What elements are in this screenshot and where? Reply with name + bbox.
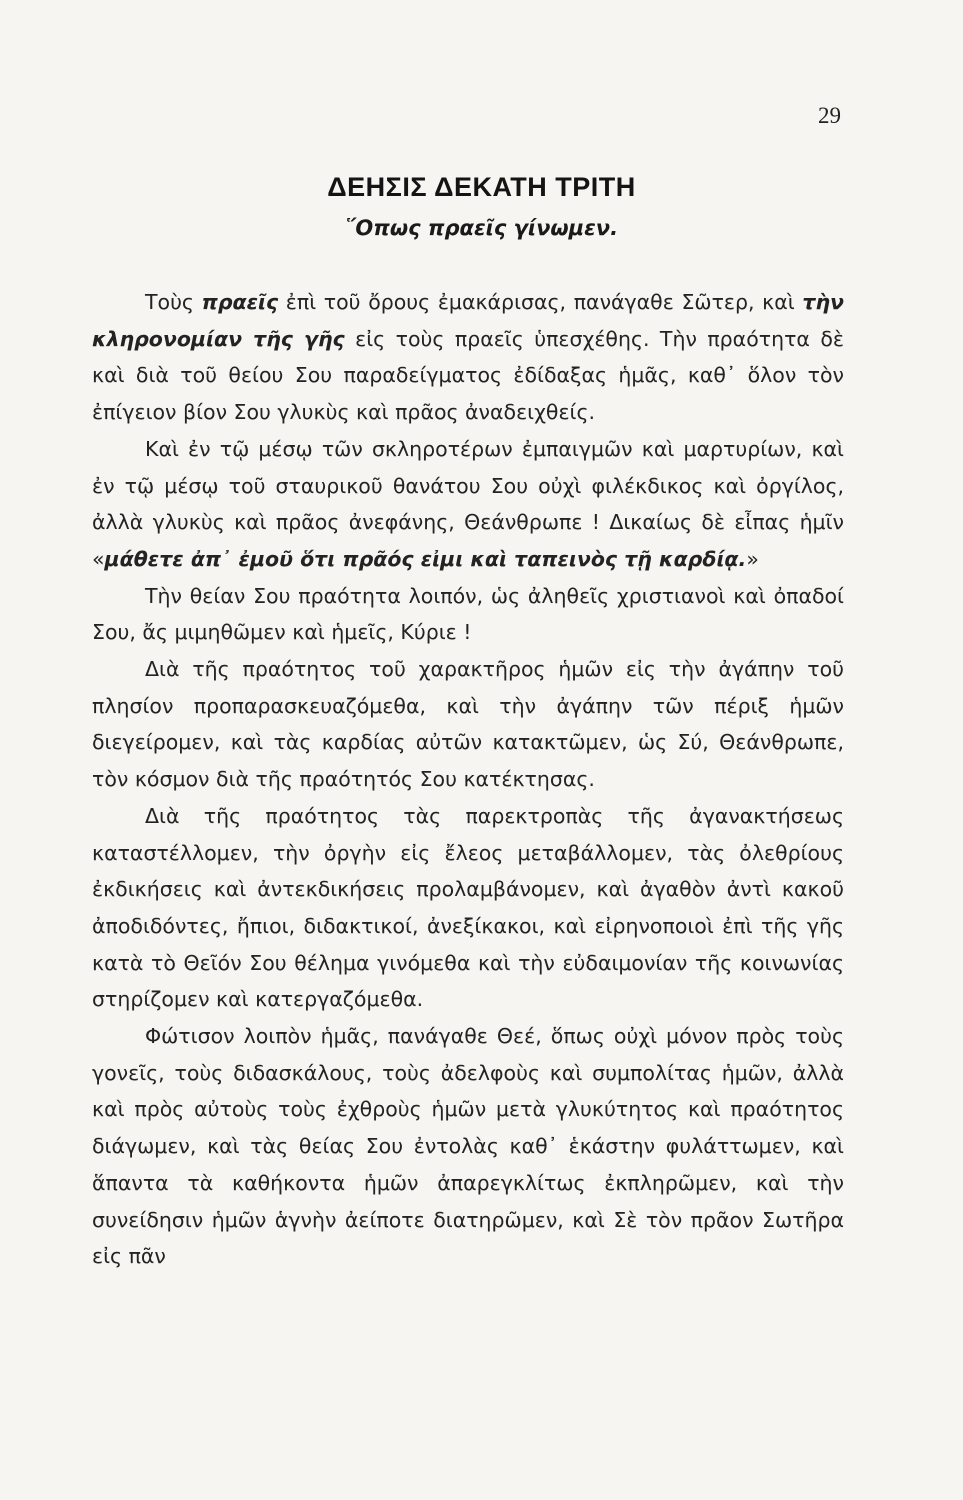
paragraph-4: Διὰ τῆς πραότητος τοῦ χαρακτῆρος ἡμῶν εἰς τὴν ἀγάπην τοῦ πλησίον προπαρασκευαζόμεθα, καὶ τὴν ἀγάπην τῶν πέριξ ἡμῶν διεγείρομεν, καὶ τὰς καρδίας αὐτῶν κατακτῶμεν, ὡς Σύ, Θεάνθρωπε, τὸν κόσμον διὰ τῆς πραότητός Σου κατέκτησας. [92, 657, 844, 792]
chapter-subtitle: ῞Οπως πραεῖς γίνωμεν. [344, 216, 619, 240]
prayer-body [92, 284, 844, 1275]
paragraph-6: Φώτισον λοιπὸν ἡμᾶς, πανάγαθε Θεέ, ὅπως οὐχὶ μόνον πρὸς τοὺς γονεῖς, τοὺς διδασκάλους, τοὺς ἀδελφοὺς καὶ συμπολίτας ἡμῶν, ἀλλὰ καὶ πρὸς αὐτοὺς τοὺς ἐχθροὺς ἡμῶν μετὰ γλυκύτητος καὶ πραότητος διάγωμεν, καὶ τὰς θείας Σου ἐντολὰς καθ᾽ ἑκάστην φυλάττωμεν, καὶ ἅπαντα τὰ καθήκοντα ἡμῶν ἀπαρεγκλίτως ἐκπληρῶμεν, καὶ τὴν συνείδησιν ἡμῶν ἁγνὴν ἀείποτε διατηρῶμεν, καὶ Σὲ τὸν πρᾶον Σωτῆρα εἰς πᾶν [92, 1024, 844, 1269]
paragraph-1: Τοὺς πραεῖς ἐπὶ τοῦ ὄρους ἐμακάρισας, πανάγαθε Σῶτερ, καὶ τὴν κληρονομίαν τῆς γῆς εἰς τοὺς πραεῖς ὑπεσχέθης. Τὴν πραότητα δὲ καὶ διὰ τοῦ θείου Σου παραδείγματος ἐδίδαξας ἡμᾶς, καθ᾽ ὅλον τὸν ἐπίγειον βίον Σου γλυκὺς καὶ πρᾶος ἀναδειχθείς. [92, 290, 844, 425]
paragraph-5: Διὰ τῆς πραότητος τὰς παρεκτροπὰς τῆς ἀγανακτήσεως καταστέλλομεν, τὴν ὀργὴν εἰς ἔλεος μεταβάλλομεν, τὰς ὀλεθρίους ἐκδικήσεις καὶ ἀντεκδικήσεις προλαμβάνομεν, καὶ ἀγαθὸν ἀντὶ κακοῦ ἀποδιδόντες, ἤπιοι, διδακτικοί, ἀνεξίκακοι, καὶ εἰρηνοποιοὶ ἐπὶ τῆς γῆς κατὰ τὸ Θεῖόν Σου θέλημα γινόμεθα καὶ τὴν εὐδαιμονίαν τῆς κοινωνίας στηρίζομεν καὶ κατεργαζόμεθα. [92, 803, 844, 1012]
emphasis-meek: πραεῖς [201, 290, 279, 314]
chapter-title: ΔΕΗΣΙΣ ΔΕΚΑΤΗ ΤΡΙΤΗ [327, 172, 636, 202]
paragraph-2: Καὶ ἐν τῷ μέσῳ τῶν σκληροτέρων ἐμπαιγμῶν καὶ μαρτυρίων, καὶ ἐν τῷ μέσῳ τοῦ σταυρικοῦ θανάτου Σου οὐχὶ φιλέκδικος καὶ ὀργίλος, ἀλλὰ γλυκὺς καὶ πρᾶος ἀνεφάνης, Θεάνθρωπε ! Δικαίως δὲ εἶπας ἡμῖν «μάθετε ἀπ᾽ ἐμοῦ ὅτι πρᾶός εἰμι καὶ ταπεινὸς τῇ καρδίᾳ.» [92, 436, 844, 571]
paragraph-3: Τὴν θείαν Σου πραότητα λοιπόν, ὡς ἀληθεῖς χριστιανοὶ καὶ ὀπαδοί Σου, ἄς μιμηθῶμεν καὶ ἡμεῖς, Κύριε ! [92, 583, 844, 645]
emphasis-quote: μάθετε ἀπ᾽ ἐμοῦ ὅτι πρᾶός εἰμι καὶ ταπεινὸς τῇ καρδίᾳ. [104, 546, 747, 571]
page-number: 29 [818, 103, 841, 128]
emphasis-inheritance: τὴν κληρονομίαν τῆς γῆς [92, 290, 844, 351]
